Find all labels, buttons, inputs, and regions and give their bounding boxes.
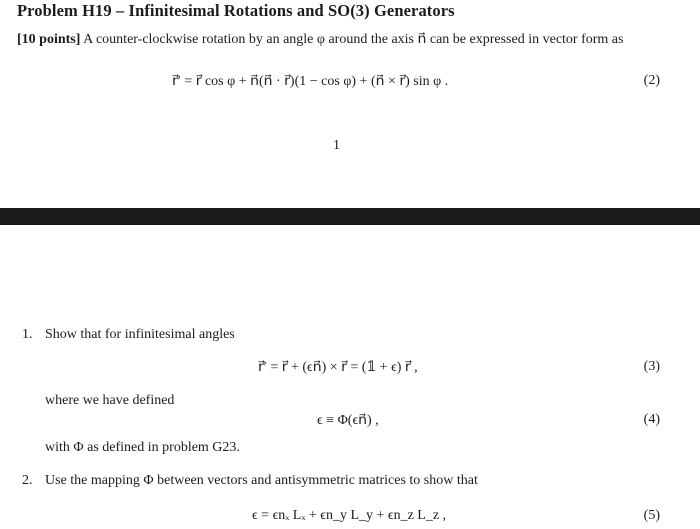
page-separator xyxy=(0,208,700,225)
problem-intro xyxy=(17,31,681,49)
equation-4 xyxy=(317,412,379,429)
equation-4-number: (4) xyxy=(643,412,660,427)
equation-4-text: ϵ ≡ Φ(ϵn⃗) , xyxy=(317,413,379,428)
part-1-phi-text: with Φ as defined in problem G23. xyxy=(45,440,240,455)
page-upper xyxy=(0,0,700,208)
part-2-text: Use the mapping Φ between vectors and antisymmetric matrices to show that xyxy=(45,473,478,488)
equation-5-text: ϵ = ϵnₓ Lₓ + ϵn_y L_y + ϵn_z L_z , xyxy=(252,508,447,523)
intro-text: A counter-clockwise rotation by an angle φ around the axis n⃗ can be expressed in vector form as xyxy=(80,32,624,47)
problem-heading: Problem H19 – Infinitesimal Rotations and SO(3) Generators xyxy=(17,1,455,20)
equation-5-number: (5) xyxy=(643,508,660,523)
part-1-number: 1. xyxy=(22,327,33,342)
page-lower xyxy=(0,225,700,529)
equation-3-text: r⃗′ = r⃗ + (ϵn⃗) × r⃗ = (𝟙 + ϵ) r⃗ , xyxy=(258,360,418,375)
page-number: 1 xyxy=(333,138,340,153)
part-1-defined-text: where we have defined xyxy=(45,393,175,408)
equation-5 xyxy=(252,508,446,524)
equation-2-number: (2) xyxy=(643,73,660,88)
part-2-number: 2. xyxy=(22,473,33,488)
equation-2 xyxy=(172,73,448,90)
equation-2-text: r⃗′ = r⃗ cos φ + n⃗(n⃗ · r⃗)(1 − cos φ) + (n⃗ × r⃗) sin φ . xyxy=(172,74,449,89)
equation-3-number: (3) xyxy=(643,359,660,374)
equation-3 xyxy=(258,359,418,376)
points-label: [10 points] xyxy=(17,32,81,47)
part-1-text: Show that for infinitesimal angles xyxy=(45,327,235,342)
